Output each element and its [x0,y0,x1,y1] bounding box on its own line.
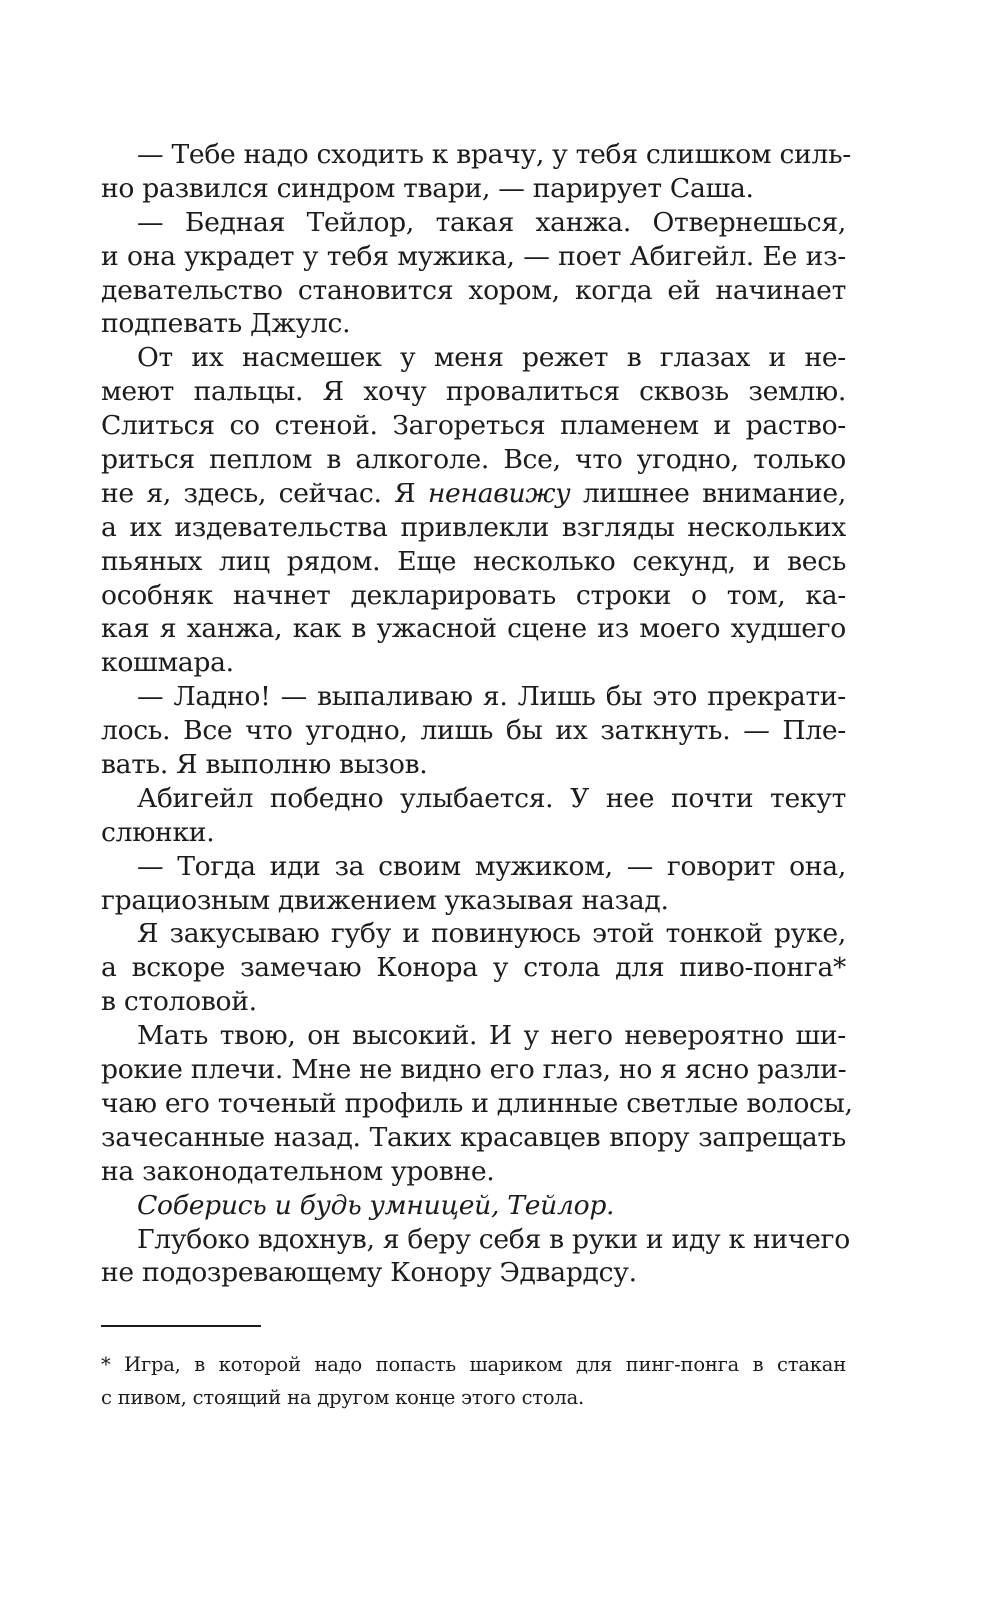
text-line: вать. Я выполню вызов. [101,749,428,781]
footnote-line: * Игра, в которой надо попасть шариком для пинг-понга в стакан [101,1353,846,1376]
text-line: девательство становится хором, когда ей начинает [101,274,846,306]
text-line: в столовой. [101,986,257,1018]
text-line: лось. Все что угодно, лишь бы их заткнуть. — Пле- [101,715,846,747]
text-line: пьяных лиц рядом. Еще несколько секунд, и весь [101,545,846,577]
text-line: меют пальцы. Я хочу провалиться сквозь землю. [101,376,846,408]
text-line: Слиться со стеной. Загореться пламенем и раство- [101,410,846,442]
text-line: зачесанные назад. Таких красавцев впору запрещать [101,1121,846,1153]
text-line: не подозревающему Конору Эдвардсу. [101,1257,637,1289]
text-line: а вскоре замечаю Конора у стола для пиво-понга* [101,952,846,984]
text-line: Я закусываю губу и повинуюсь этой тонкой руке, [137,918,846,950]
text-line: а их издевательства привлекли взгляды нескольких [101,511,846,543]
text-line: кая я ханжа, как в ужасной сцене из моего худшего [101,613,846,645]
body-text [101,138,853,1290]
text-line: грациозным движением указывая назад. [101,884,669,916]
text-line: кошмара. [101,647,234,679]
text-line: подпевать Джулс. [101,308,351,340]
footnote [101,1348,846,1414]
footnote-divider [101,1325,261,1327]
text-line: и она украдет у тебя мужика, — поет Абигейл. Ее из- [101,240,846,272]
italic-text-line: Соберись и будь умницей, Тейлор. [137,1189,615,1221]
text-line: но развился синдром твари, — парирует Саша. [101,172,754,204]
text-line: особняк начнет декларировать строки о том, ка- [101,579,846,611]
text-line: Абигейл победно улыбается. У нее почти текут [137,782,846,814]
emphasis-text: ненавижу [427,477,571,509]
text-segment: лишнее внимание, [570,477,846,509]
text-line: чаю его точеный профиль и длинные светлые волосы, [101,1087,853,1119]
text-segment: не я, здесь, сейчас. Я [101,477,428,509]
text-line: рокие плечи. Мне не видно его глаз, но я ясно разли- [101,1054,847,1086]
text-line: — Тогда иди за своим мужиком, — говорит она, [137,850,846,882]
text-line: на законодательном уровне. [101,1155,495,1187]
text-line: От их насмешек у меня режет в глазах и не- [137,342,846,374]
text-line: Глубоко вдохнув, я беру себя в руки и иду к ничего [137,1223,850,1255]
text-line [101,477,846,511]
text-line: слюнки. [101,816,215,848]
text-line: — Тебе надо сходить к врачу, у тебя слишком силь- [137,139,851,170]
text-line: Мать твою, он высокий. И у него невероятно ши- [137,1020,846,1052]
text-line: — Ладно! — выпаливаю я. Лишь бы это прекрати- [137,681,846,713]
text-line: — Бедная Тейлор, такая ханжа. Отвернешься, [137,206,846,238]
footnote-line: с пивом, стоящий на другом конце этого стола. [101,1386,585,1409]
text-line: риться пеплом в алкоголе. Все, что угодно, только [101,444,846,476]
